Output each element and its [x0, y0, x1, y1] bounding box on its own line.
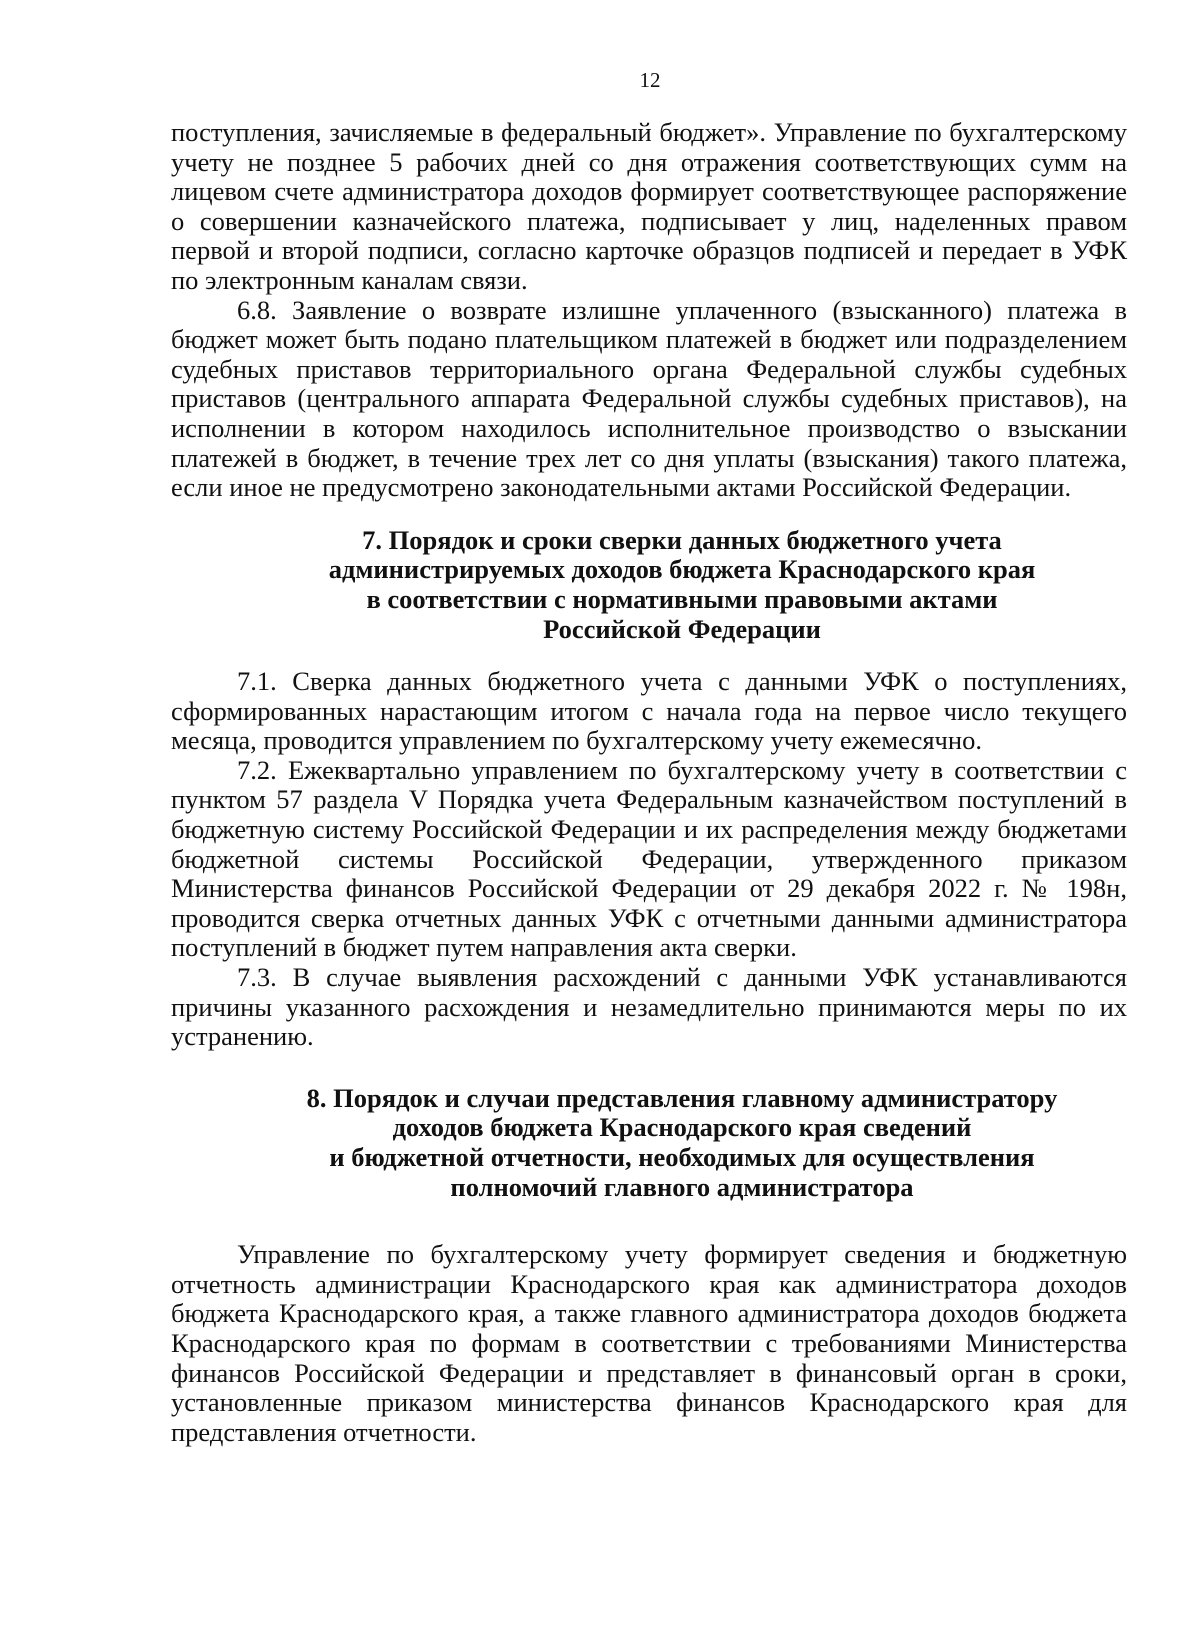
section-7-heading-line: в соответствии с нормативными правовыми актами: [366, 583, 998, 614]
paragraph-7-1: 7.1. Сверка данных бюджетного учета с данными УФК о поступлениях, сформированных нарастающим итогом с начала года на первое число текущего месяца, проводится управлением по бухгалтерскому учету ежемесячно.: [171, 666, 1127, 756]
section-8-heading: [171, 1084, 1127, 1202]
intro-paragraph: поступления, зачисляемые в федеральный бюджет». Управление по бухгалтерскому учету не позднее 5 рабочих дней со дня отражения соответствующих сумм на лицевом счете администратора доходов формирует соответствующее распоряжение о совершении казначейского платежа, подписывает у лиц, наделенных правом первой и второй подписи, согласно карточке образцов подписей и передает в УФК по электронным каналам связи.: [171, 117, 1127, 295]
paragraph-8-1: Управление по бухгалтерскому учету формирует сведения и бюджетную отчетность администрации Краснодарского края как администратора доходов бюджета Краснодарского края, а также главного администратора доходов бюджета Краснодарского края по формам в соответствии с требованиями Министерства финансов Российской Федерации и представляет в финансовый орган в сроки, установленные приказом министерства финансов Краснодарского края для представления отчетности.: [171, 1239, 1127, 1447]
section-7-heading-line: администрируемых доходов бюджета Краснодарского края: [328, 554, 1036, 585]
section-8-heading-line: и бюджетной отчетности, необходимых для осуществления: [329, 1142, 1035, 1172]
section-7-heading: [171, 526, 1127, 644]
section-8-heading-line: 8. Порядок и случаи представления главному администратору: [306, 1082, 1058, 1113]
paragraph-7-2: 7.2. Ежеквартально управлением по бухгалтерскому учету в соответствии с пунктом 57 раздела V Порядка учета Федеральным казначейством поступлений в бюджетную систему Российской Федерации и их распределения между бюджетами бюджетной системы Российской Федерации, утвержденного приказом Министерства финансов Российской Федерации от 29 декабря 2022 г. № 198н, проводится сверка отчетных данных УФК с отчетными данными администратора поступлений в бюджет путем направления акта сверки.: [171, 754, 1127, 963]
section-8-heading-line: полномочий главного администратора: [450, 1171, 914, 1202]
paragraph-6-8: 6.8. Заявление о возврате излишне уплаченного (взысканного) платежа в бюджет может быть подано плательщиком платежей в бюджет или подразделением судебных приставов территориального органа Федеральной службы судебных приставов (центрального аппарата Федеральной службы судебных приставов), на исполнении в котором находилось исполнительное производство о взыскании платежей в бюджет, в течение трех лет со дня уплаты (взыскания) такого платежа, если иное не предусмотрено законодательными актами Российской Федерации.: [171, 294, 1127, 503]
page-number: 12: [639, 68, 661, 92]
section-7-heading-line: 7. Порядок и сроки сверки данных бюджетного учета: [362, 524, 1002, 555]
section-8-heading-line: доходов бюджета Краснодарского края сведений: [392, 1112, 972, 1143]
document-body: [171, 118, 1127, 1447]
section-7-heading-line: Российской Федерации: [543, 613, 821, 644]
paragraph-7-3: 7.3. В случае выявления расхождений с данными УФК устанавливаются причины указанного расхождения и незамедлительно принимаются меры по их устранению.: [171, 962, 1127, 1052]
